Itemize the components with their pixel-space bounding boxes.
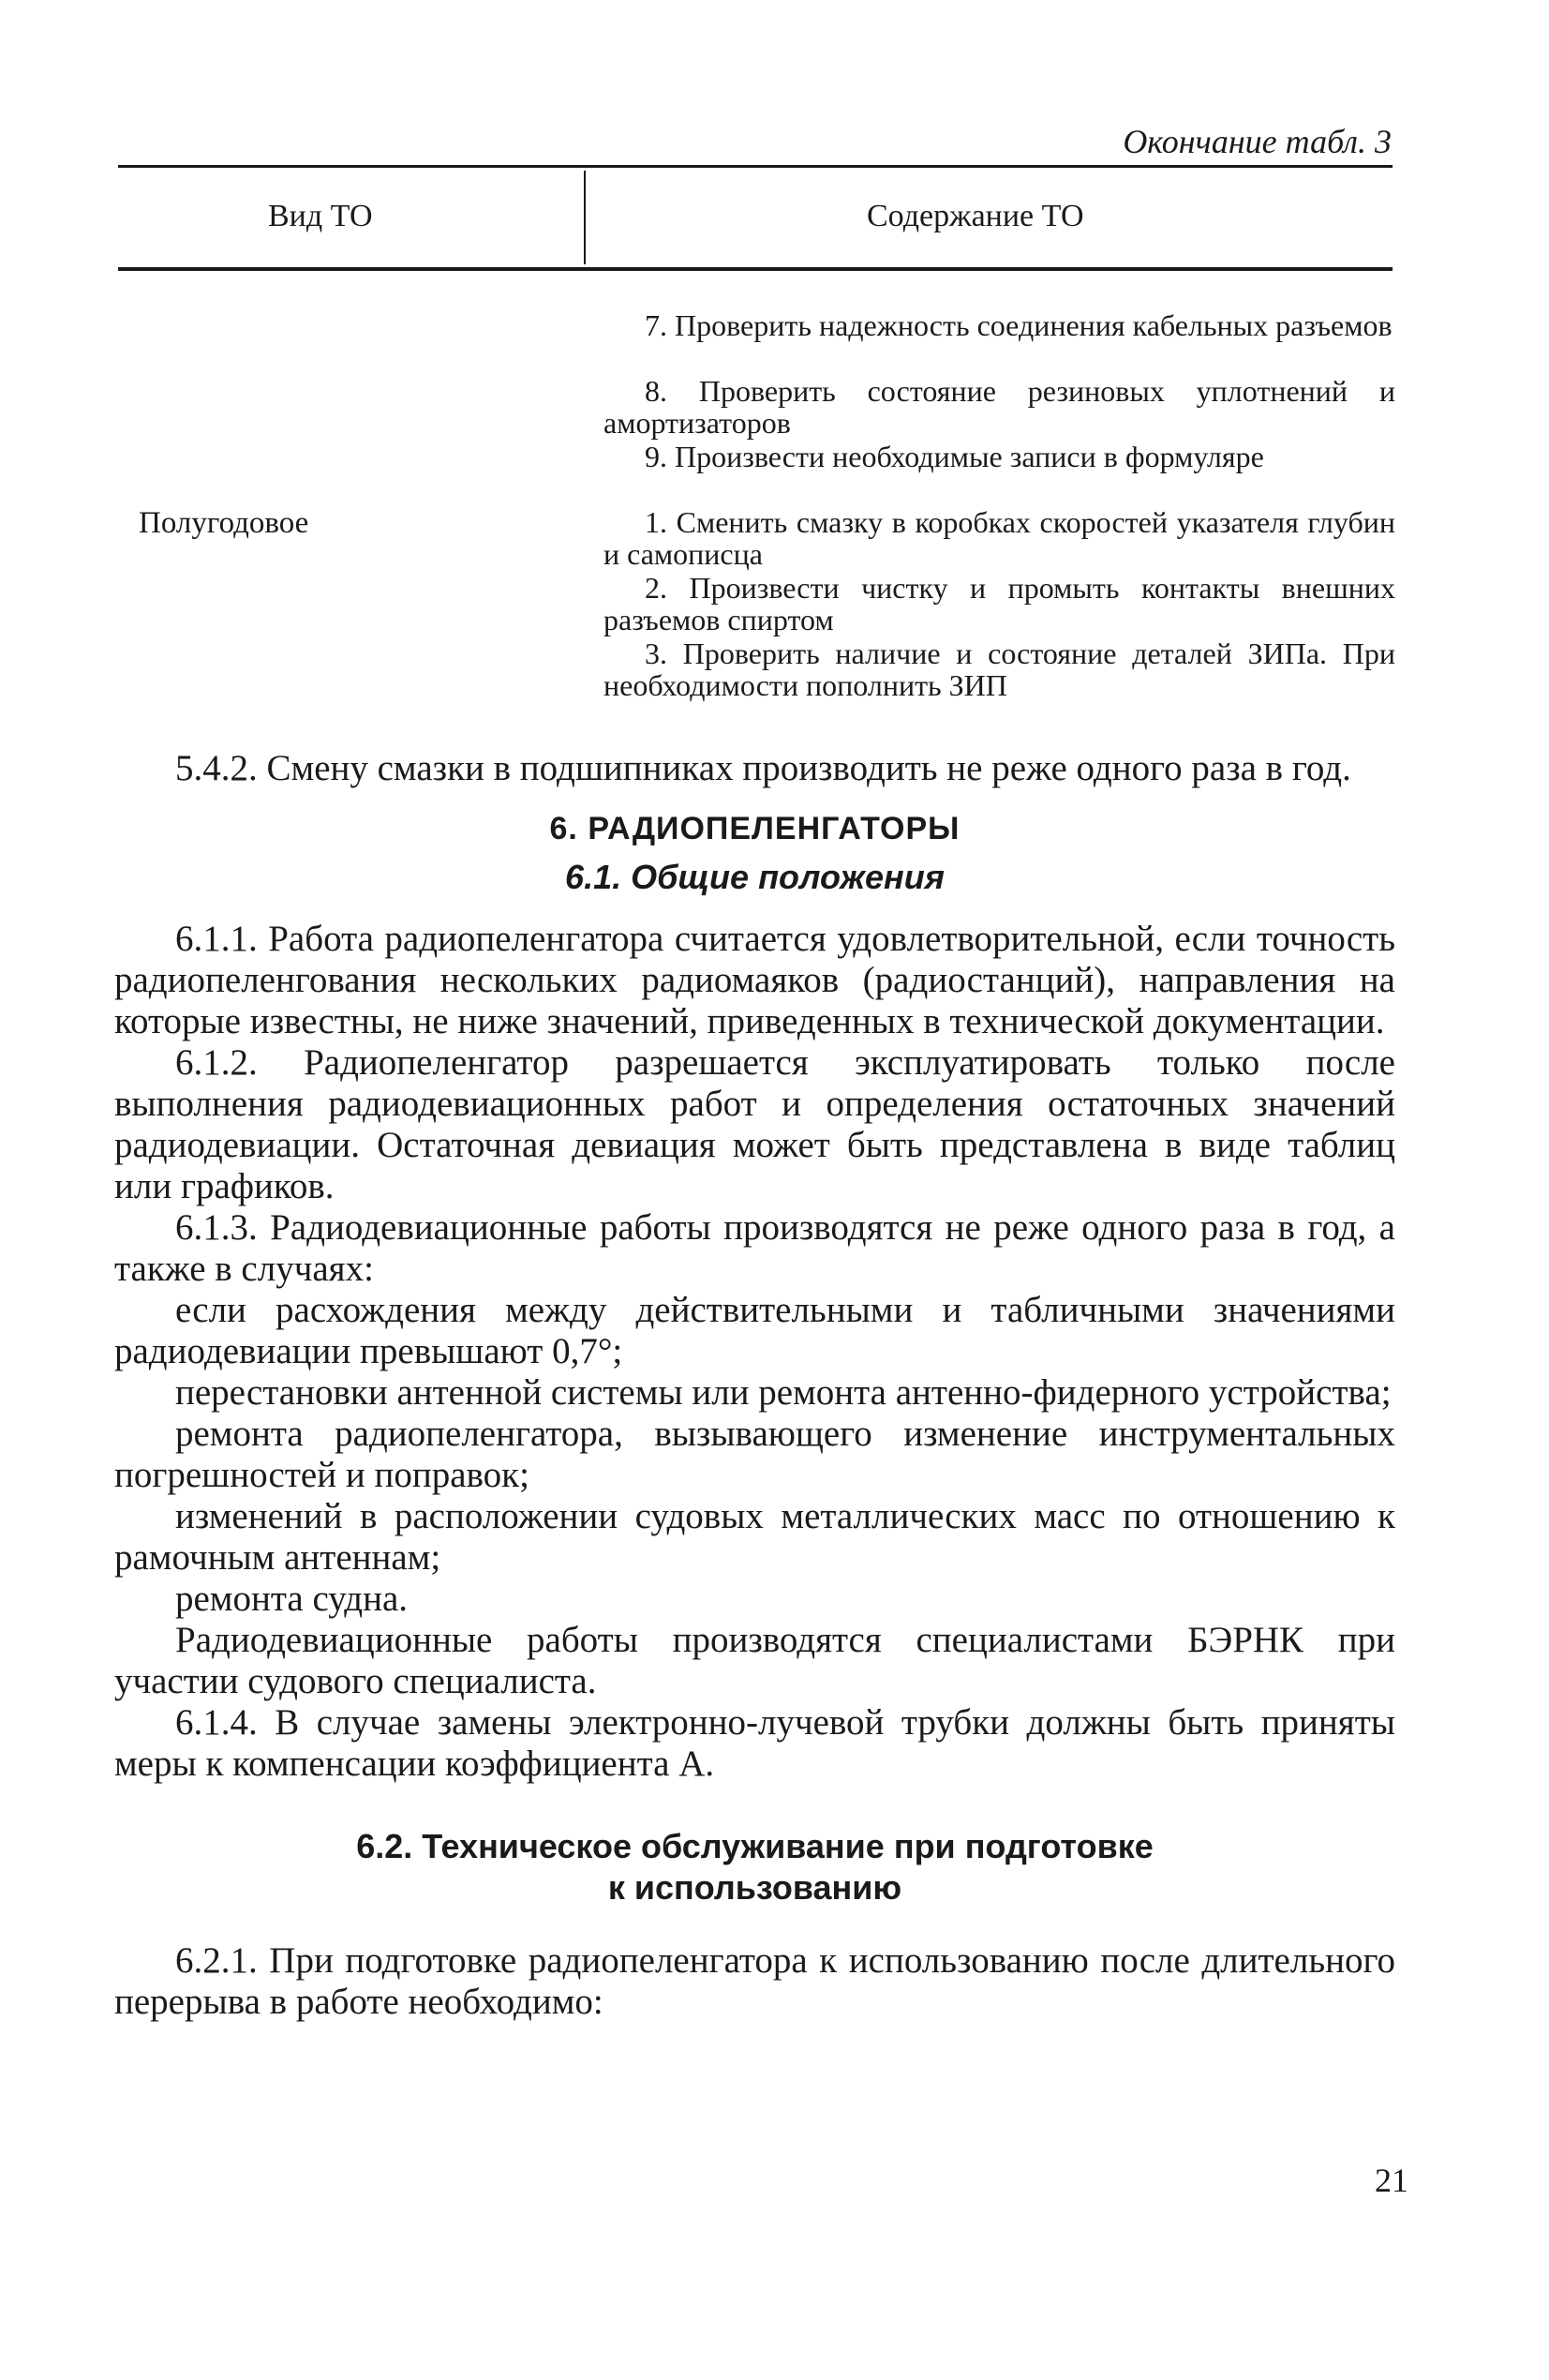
- main-text: [114, 748, 1395, 2023]
- table-column-divider: [584, 171, 586, 264]
- paragraph-5-4-2: 5.4.2. Смену смазки в подшипниках производить не реже одного раза в год.: [175, 748, 1351, 788]
- paragraph-6-1-4: 6.1.4. В случае замены электронно-лучевой трубки должны быть приняты меры к компенсации коэффициента А.: [114, 1702, 1395, 1784]
- paragraph-6-1-1: 6.1.1. Работа радиопеленгатора считается удовлетворительной, если точность радиопеленгования нескольких радиомаяков (радиостанций), направления на которые известны, не ниже значений, приведенных в технической документации.: [114, 919, 1395, 1041]
- table-item: 3. Проверить наличие и состояние деталей ЗИПа. При необходимости пополнить ЗИП: [603, 636, 1395, 702]
- paragraph-6-2-1: 6.2.1. При подготовке радиопеленгатора к использованию после длительного перерыва в работе необходимо:: [114, 1940, 1395, 2022]
- case-item: изменений в расположении судовых металлических масс по отношению к рамочным антеннам;: [114, 1496, 1395, 1578]
- table-row-kind: Полугодовое: [139, 506, 309, 540]
- subsection-heading-6-2-line2: к использованию: [607, 1868, 902, 1907]
- paragraph-6-1-3: 6.1.3. Радиодевиационные работы производятся не реже одного раза в год, а также в случаях:: [114, 1207, 1395, 1289]
- table-top-rule: [118, 165, 1393, 168]
- case-item: ремонта радиопеленгатора, вызывающего изменение инструментальных погрешностей и поправок;: [114, 1414, 1395, 1495]
- table-item: 8. Проверить состояние резиновых уплотнений и амортизаторов: [603, 374, 1395, 440]
- table-header-rule: [118, 267, 1393, 271]
- paragraph-6-1-3-specialists: Радиодевиационные работы производятся специалистами БЭРНК при участии судового специалиста.: [114, 1620, 1395, 1701]
- case-item: ремонта судна.: [175, 1579, 409, 1619]
- subsection-heading-6-1: 6.1. Общие положения: [565, 858, 945, 896]
- case-item: перестановки антенной системы или ремонта антенно-фидерного устройства;: [175, 1372, 1392, 1413]
- table-header-content: Содержание ТО: [867, 199, 1084, 233]
- table-item: 7. Проверить надежность соединения кабельных разъемов: [645, 308, 1393, 342]
- page-number: 21: [1375, 2162, 1408, 2199]
- table-item: 2. Произвести чистку и промыть контакты внешних разъемов спиртом: [603, 571, 1395, 636]
- table-header-kind: Вид ТО: [268, 199, 373, 233]
- paragraph-6-1-2: 6.1.2. Радиопеленгатор разрешается эксплуатировать только после выполнения радиодевиационных работ и определения остаточных значений радиодевиации. Остаточная девиация может быть представлена в виде таблиц или графиков.: [114, 1042, 1395, 1206]
- subsection-heading-6-2-line1: 6.2. Техническое обслуживание при подготовке: [356, 1827, 1154, 1865]
- section-heading-6: 6. РАДИОПЕЛЕНГАТОРЫ: [549, 811, 961, 846]
- subsection-heading-6-2: [114, 1826, 1395, 1908]
- table-item: 9. Произвести необходимые записи в формуляре: [645, 440, 1264, 473]
- table-caption: Окончание табл. 3: [1123, 123, 1392, 160]
- table-item: 1. Сменить смазку в коробках скоростей указателя глубин и самописца: [603, 505, 1395, 571]
- case-item: если расхождения между действительными и табличными значениями радиодевиации превышают 0,7°;: [114, 1290, 1395, 1371]
